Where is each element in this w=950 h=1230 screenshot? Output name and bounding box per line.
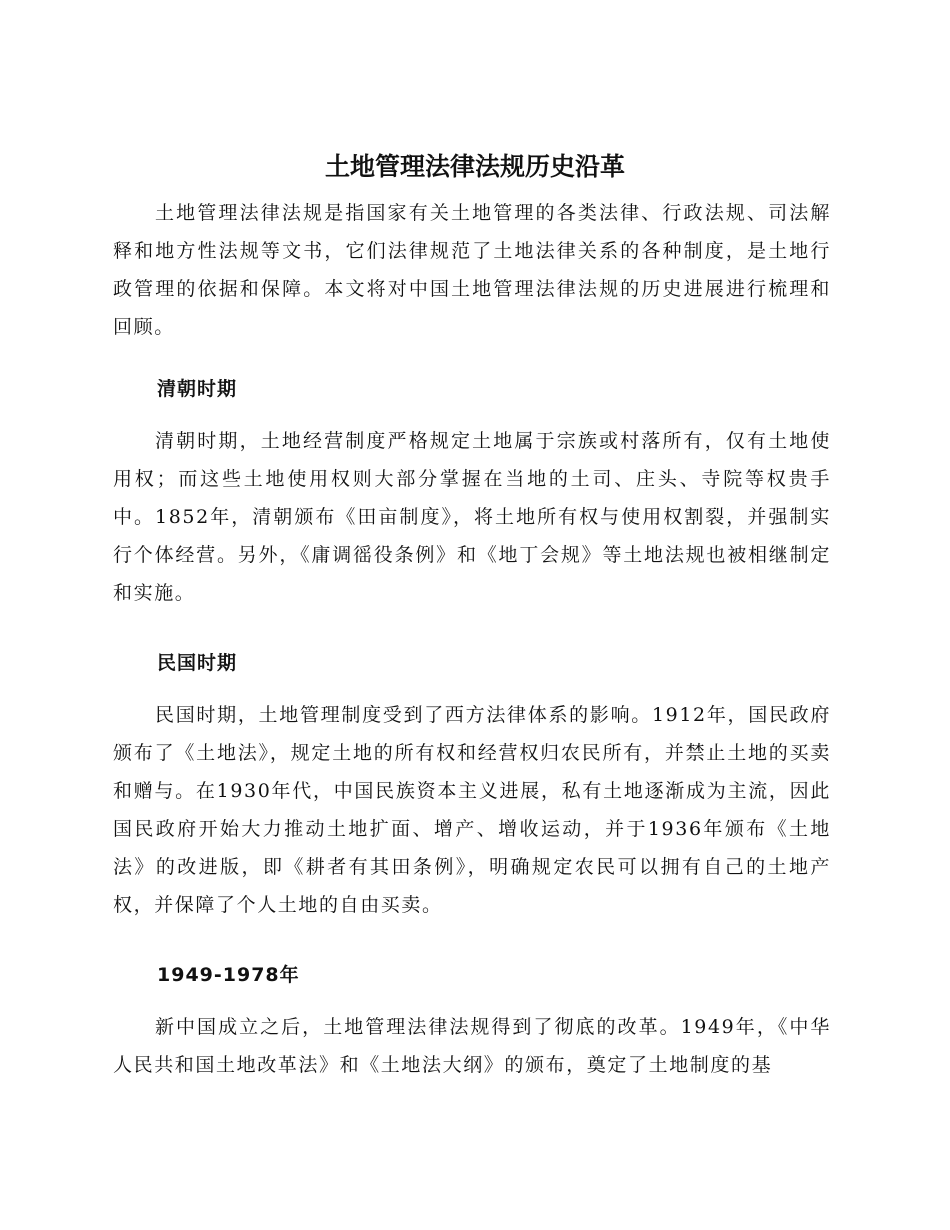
document-title: 土地管理法律法规历史沿革 xyxy=(324,152,625,181)
section-heading-minguo: 民国时期 xyxy=(157,652,238,674)
section-heading-qing: 清朝时期 xyxy=(157,378,238,400)
intro-paragraph: 土地管理法律法规是指国家有关土地管理的各类法律、行政法规、司法解释和地方性法规等文书，它们法律规范了土地法律关系的各种制度，是土地行政管理的依据和保障。本文将对中国土地管理法律法规的历史进展进行梳理和回顾。 xyxy=(113,202,831,338)
section-paragraph-qing: 清朝时期，土地经营制度严格规定土地属于宗族或村落所有，仅有土地使用权；而这些土地使用权则大部分掌握在当地的土司、庄头、寺院等权贵手中。1852年，清朝颁布《田亩制度》，将土地所有权与使用权割裂，并强制实行个体经营。另外，《庸调徭役条例》和《地丁会规》等土地法规也被相继制定和实施。 xyxy=(113,430,831,604)
section-heading-1949-1978: 1949-1978年 xyxy=(157,964,300,986)
section-paragraph-minguo: 民国时期，土地管理制度受到了西方法律体系的影响。1912年，国民政府颁布了《土地法》，规定土地的所有权和经营权归农民所有，并禁止土地的买卖和赠与。在1930年代，中国民族资本主义进展，私有土地逐渐成为主流，因此国民政府开始大力推动土地扩面、增产、增收运动，并于1936年颁布《土地法》的改进版，即《耕者有其田条例》，明确规定农民可以拥有自己的土地产权，并保障了个人土地的自由买卖。 xyxy=(113,704,831,916)
section-paragraph-1949-1978: 新中国成立之后，土地管理法律法规得到了彻底的改革。1949年，《中华人民共和国土地改革法》和《土地法大纲》的颁布，奠定了土地制度的基 xyxy=(113,1016,831,1076)
